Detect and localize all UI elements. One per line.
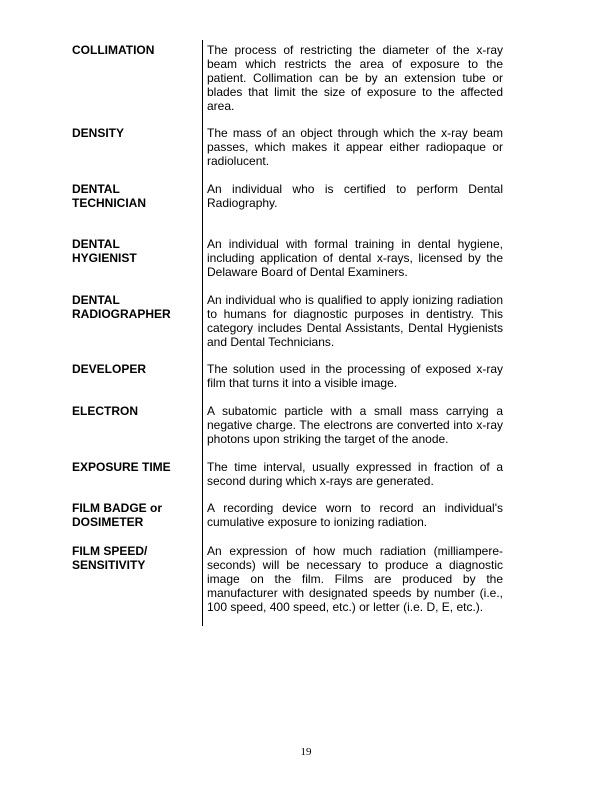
glossary-definition: An individual who is certified to perform Dental Radiography. <box>207 182 503 210</box>
glossary-definition: An expression of how much radiation (milliampere-seconds) will be necessary to produce a diagnostic image on the film. Films are produced by the manufacturer with designated speeds by number (i.e., 100 speed, 400 speed, etc.) or letter (i.e. D, E, etc.). <box>207 544 503 614</box>
glossary-term: ELECTRON <box>72 404 138 418</box>
glossary-term: EXPOSURE TIME <box>72 460 171 474</box>
glossary-term: DENTAL RADIOGRAPHER <box>72 293 171 321</box>
glossary-definition: The time interval, usually expressed in fraction of a second during which x-rays are generated. <box>207 460 503 488</box>
glossary-definition: The solution used in the processing of exposed x-ray film that turns it into a visible image. <box>207 362 503 390</box>
glossary-term: COLLIMATION <box>72 43 155 57</box>
glossary-definition: A subatomic particle with a small mass carrying a negative charge. The electrons are converted into x-ray photons upon striking the target of the anode. <box>207 404 503 446</box>
column-divider <box>202 40 203 626</box>
glossary-term: DEVELOPER <box>72 362 147 376</box>
glossary-definition: An individual who is qualified to apply ionizing radiation to humans for diagnostic purposes in dentistry. This category includes Dental Assistants, Dental Hygienists and Dental Technicians. <box>207 293 503 349</box>
page-number: 19 <box>300 746 312 758</box>
glossary-definition: The mass of an object through which the x-ray beam passes, which makes it appear either radiopaque or radiolucent. <box>207 126 503 168</box>
glossary-term: DENTAL HYGIENIST <box>72 237 137 265</box>
glossary-term: FILM SPEED/ SENSITIVITY <box>72 544 148 572</box>
glossary-term: DENSITY <box>72 126 125 140</box>
glossary-definition: The process of restricting the diameter of the x-ray beam which restricts the area of exposure to the patient. Collimation can be by an extension tube or blades that limit the size of exposure to the affected area. <box>207 43 503 113</box>
glossary-definition: A recording device worn to record an individual's cumulative exposure to ionizing radiation. <box>207 501 503 529</box>
glossary-term: DENTAL TECHNICIAN <box>72 182 146 210</box>
glossary-definition: An individual with formal training in dental hygiene, including application of dental x-rays, licensed by the Delaware Board of Dental Examiners. <box>207 237 503 279</box>
glossary-term: FILM BADGE or DOSIMETER <box>72 501 162 529</box>
